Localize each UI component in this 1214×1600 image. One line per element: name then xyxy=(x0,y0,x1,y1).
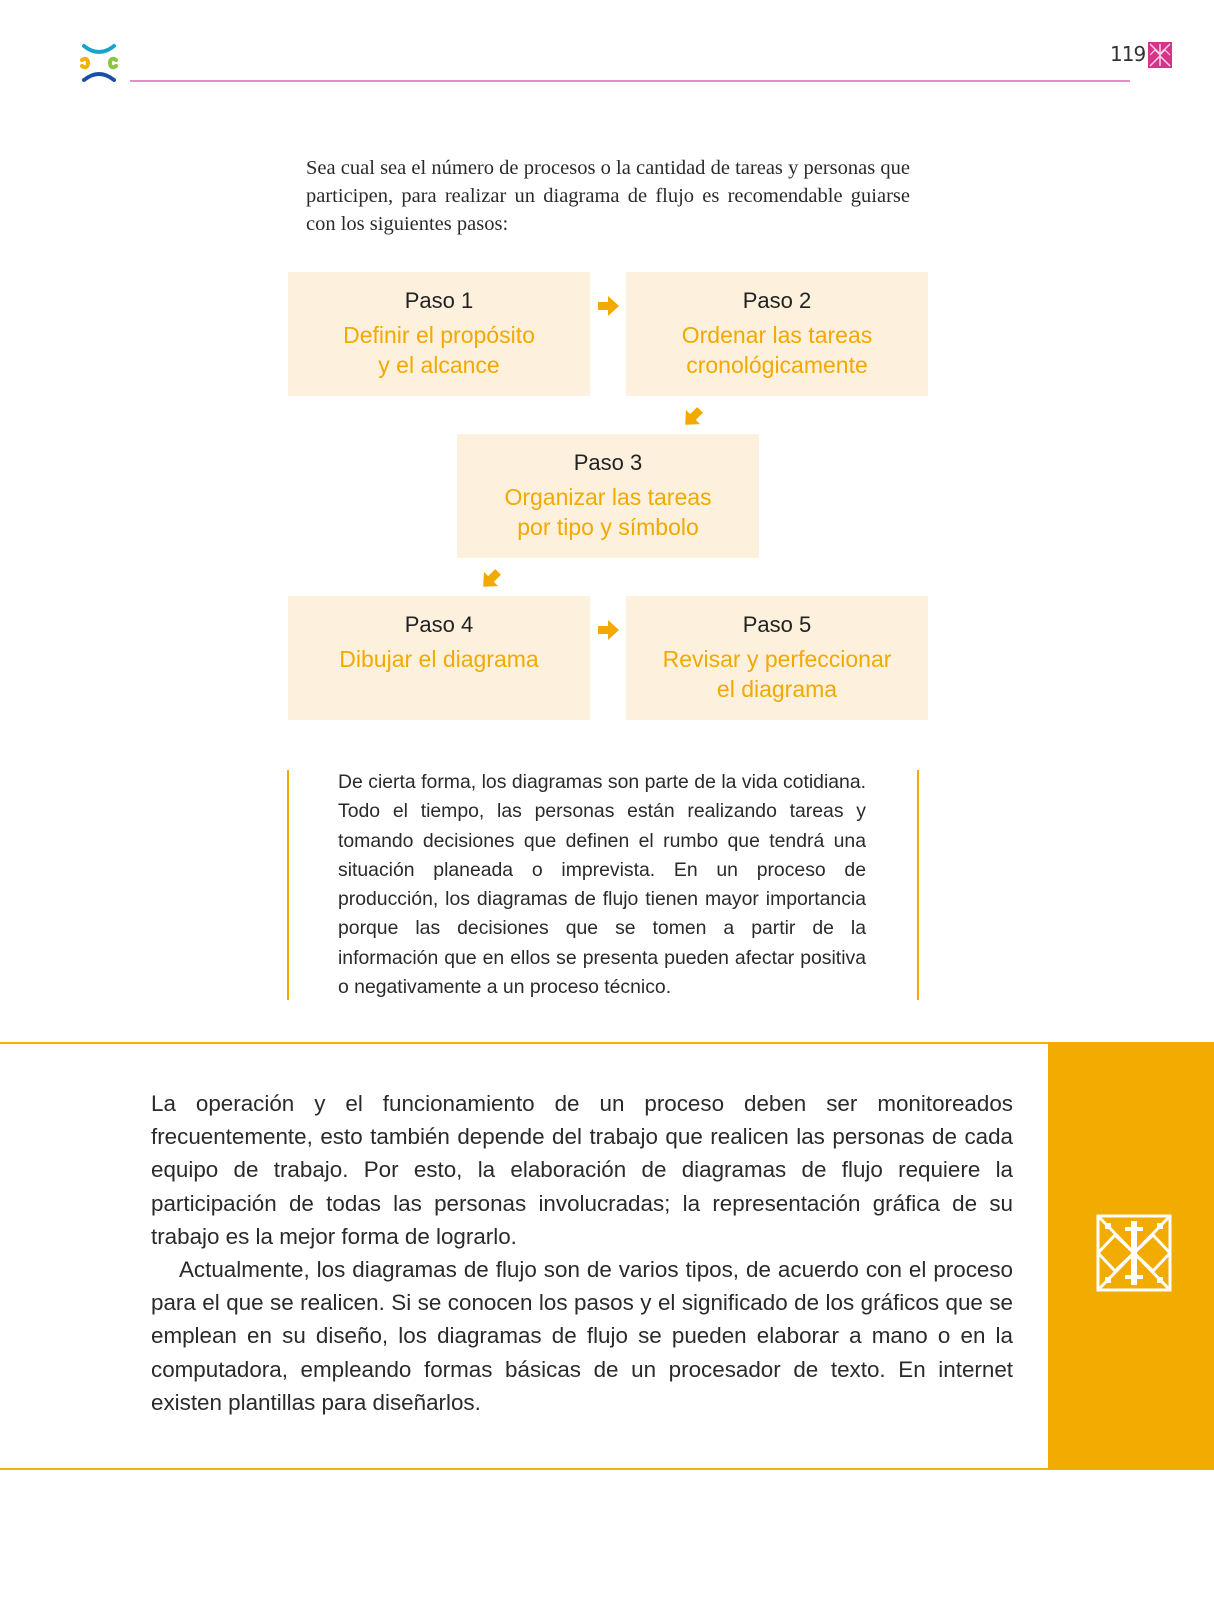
body-paragraph-1: La operación y el funcionamiento de un proceso deben ser monitoreados frecuentemente, esto también depende del trabajo que realicen las personas de cada equipo de trabajo. Por esto, la elaboración de diagramas de flujo requiere la participación de todas las personas involucradas; la representación gráfica de su trabajo es la mejor forma de lograrlo. xyxy=(151,1091,1013,1249)
arrow-down-left-icon xyxy=(478,566,504,592)
step-text-line: Definir el propósito xyxy=(343,322,535,348)
arrow-right-icon xyxy=(595,293,621,319)
header-rule xyxy=(130,80,1130,82)
step-title: Paso 4 xyxy=(404,612,474,637)
step-box-3 xyxy=(457,434,759,558)
step-title: Paso 5 xyxy=(742,612,812,637)
pink-pattern-icon xyxy=(1148,42,1172,68)
step-text-line: el diagrama xyxy=(716,676,838,702)
step-text-line: Organizar las tareas xyxy=(504,484,712,510)
quote-paragraph: De cierta forma, los diagramas son parte de la vida cotidiana. Todo el tiempo, las personas están realizando tareas y tomando decisiones que definen el rumbo que tendrá una situación planeada o imprevista. En un proceso de producción, los diagramas de flujo tienen mayor importancia porque las decisiones que se tomen a partir de la información que en ellos se presenta pueden afectar positiva o negativamente a un proceso técnico. xyxy=(338,771,866,999)
step-text-line: y el alcance xyxy=(378,352,500,378)
step-text-line: por tipo y símbolo xyxy=(517,514,699,540)
step-box-2 xyxy=(626,272,928,396)
step-title: Paso 3 xyxy=(573,450,643,475)
step-text-line: Revisar y perfeccionar xyxy=(662,646,892,672)
quote-left-bar xyxy=(287,770,289,1000)
logo-icon xyxy=(76,40,122,86)
step-title: Paso 1 xyxy=(404,288,474,313)
step-text-line: cronológicamente xyxy=(686,352,868,378)
step-box-5 xyxy=(626,596,928,720)
step-text-line: Ordenar las tareas xyxy=(681,322,873,348)
step-box-4 xyxy=(288,596,590,720)
arrow-right-icon xyxy=(595,617,621,643)
body-text xyxy=(151,1087,1013,1419)
intro-paragraph: Sea cual sea el número de procesos o la cantidad de tareas y personas que participen, para realizar un diagrama de flujo es recomendable guiarse con los siguientes pasos: xyxy=(306,157,910,235)
body-paragraph-2: Actualmente, los diagramas de flujo son de varios tipos, de acuerdo con el proceso para el que se realicen. Si se conocen los pasos y el significado de los gráficos que se emplean en su diseño, los diagramas de flujo se pueden elaborar a mano o en la computadora, empleando formas básicas de un procesador de texto. En internet existen plantillas para diseñarlos. xyxy=(151,1257,1013,1415)
step-title: Paso 2 xyxy=(742,288,812,313)
section-rule-top xyxy=(0,1042,1048,1044)
quote-right-bar xyxy=(917,770,919,1000)
page-number: 119 xyxy=(1110,42,1146,66)
step-box-1 xyxy=(288,272,590,396)
arrow-down-left-icon xyxy=(680,404,706,430)
step-text-line: Dibujar el diagrama xyxy=(339,646,539,672)
textile-pattern-icon xyxy=(1095,1213,1173,1293)
section-rule-bottom xyxy=(0,1468,1048,1470)
